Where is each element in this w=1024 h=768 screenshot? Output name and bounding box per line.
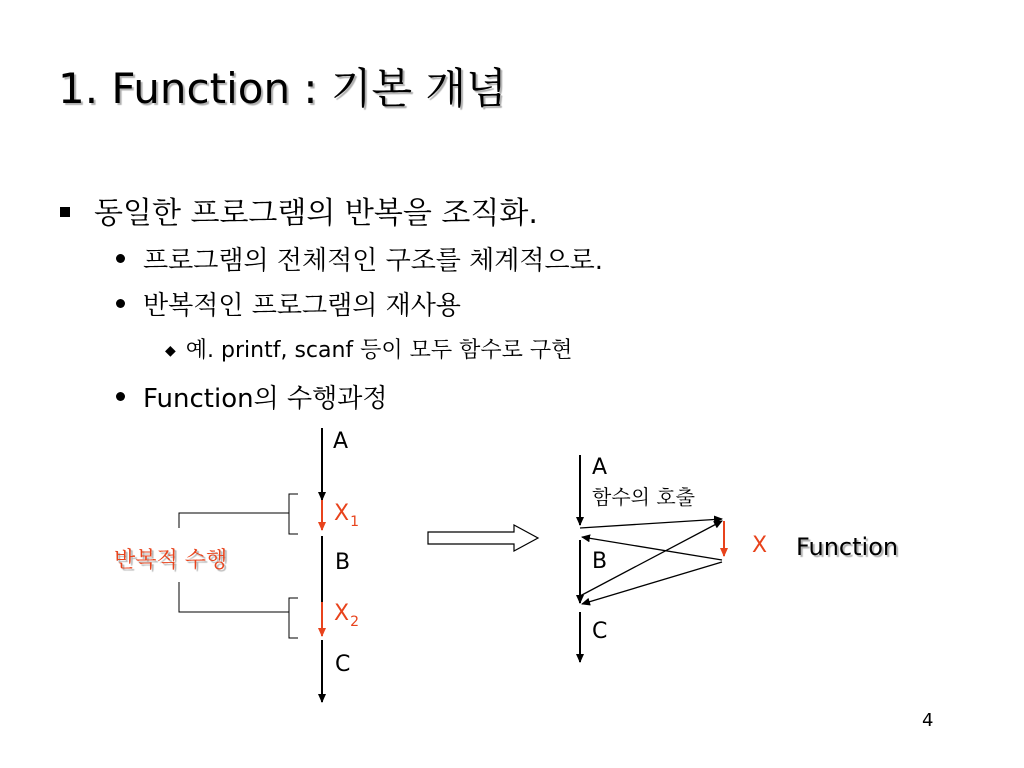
label-c: C: [335, 652, 351, 677]
transform-arrow-icon: [428, 525, 538, 551]
label-b: B: [335, 550, 351, 575]
page-number: 4: [922, 710, 934, 731]
bracket-x1: [289, 494, 298, 534]
diamond-bullet-icon: ◆: [165, 343, 176, 359]
bullet-text: Function의 수행과정: [143, 384, 388, 414]
label-x: X: [752, 533, 768, 558]
repeat-connector-bottom: [179, 582, 289, 612]
slide-title: 1. Function : 기본 개념: [58, 64, 507, 113]
function-label: Function: [796, 533, 899, 561]
label-c: C: [592, 619, 608, 644]
label-a: A: [333, 429, 349, 454]
bullet-text: 프로그램의 전체적인 구조를 체계적으로.: [143, 246, 604, 276]
bracket-x2: [289, 598, 298, 638]
bullet-text: 예. printf, scanf 등이 모두 함수로 구현: [185, 338, 573, 363]
bullet-text: 반복적인 프로그램의 재사용: [143, 291, 461, 321]
label-x1: $X_1$: [334, 501, 359, 530]
call-arrow: [580, 519, 722, 528]
repeat-connector-top: [179, 513, 289, 528]
label-x2: $X_2$: [334, 601, 359, 630]
label-b: B: [592, 549, 608, 574]
label-a: A: [592, 455, 608, 480]
repeat-label: 반복적 수행: [114, 548, 228, 573]
bullet-text: 동일한 프로그램의 반복을 조직화.: [94, 196, 538, 231]
function-call-label: 함수의 호출: [592, 485, 695, 509]
